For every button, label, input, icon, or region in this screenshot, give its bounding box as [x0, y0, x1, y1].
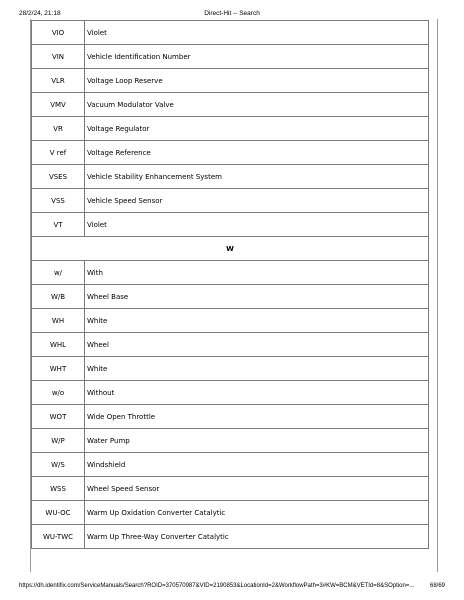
- abbr-cell: w/o: [32, 381, 85, 405]
- meaning-cell: Vacuum Modulator Valve: [85, 93, 429, 117]
- abbr-cell: W/S: [32, 453, 85, 477]
- abbr-cell: VMV: [32, 93, 85, 117]
- table-row: [32, 189, 429, 213]
- abbr-cell: WHT: [32, 357, 85, 381]
- abbr-cell: VIN: [32, 45, 85, 69]
- meaning-cell: Without: [85, 381, 429, 405]
- meaning-cell: Voltage Reference: [85, 141, 429, 165]
- meaning-cell: Wide Open Throttle: [85, 405, 429, 429]
- table-row: [32, 525, 429, 549]
- table-row: [32, 357, 429, 381]
- abbr-cell: W/B: [32, 285, 85, 309]
- meaning-cell: Windshield: [85, 453, 429, 477]
- abbr-cell: w/: [32, 261, 85, 285]
- abbr-cell: VSES: [32, 165, 85, 189]
- table-row: [32, 261, 429, 285]
- abbr-cell: WSS: [32, 477, 85, 501]
- table-row: [32, 93, 429, 117]
- meaning-cell: Voltage Loop Reserve: [85, 69, 429, 93]
- print-footer: [0, 581, 464, 591]
- abbr-cell: V ref: [32, 141, 85, 165]
- table-row: [32, 453, 429, 477]
- meaning-cell: Water Pump: [85, 429, 429, 453]
- meaning-cell: With: [85, 261, 429, 285]
- table-row: [32, 69, 429, 93]
- page-number: 68/69: [429, 583, 445, 589]
- abbr-cell: WHL: [32, 333, 85, 357]
- table-row: [32, 429, 429, 453]
- abbr-cell: VSS: [32, 189, 85, 213]
- meaning-cell: Violet: [85, 21, 429, 45]
- abbr-cell: WU-OC: [32, 501, 85, 525]
- table-row: [32, 117, 429, 141]
- abbr-cell: WOT: [32, 405, 85, 429]
- table-row: [32, 477, 429, 501]
- meaning-cell: Voltage Regulator: [85, 117, 429, 141]
- table-row: [32, 285, 429, 309]
- section-letter-heading: W: [32, 237, 429, 261]
- meaning-cell: Warm Up Three-Way Converter Catalytic: [85, 525, 429, 549]
- table-row: [32, 141, 429, 165]
- print-page-title: Direct-Hit -- Search: [204, 10, 260, 17]
- meaning-cell: White: [85, 357, 429, 381]
- table-row: [32, 165, 429, 189]
- meaning-cell: Violet: [85, 213, 429, 237]
- abbr-cell: VT: [32, 213, 85, 237]
- meaning-cell: Wheel Base: [85, 285, 429, 309]
- meaning-cell: Vehicle Speed Sensor: [85, 189, 429, 213]
- abbr-cell: WU-TWC: [32, 525, 85, 549]
- abbr-cell: VIO: [32, 21, 85, 45]
- table-row: [32, 213, 429, 237]
- abbr-cell: VLR: [32, 69, 85, 93]
- abbr-cell: WH: [32, 309, 85, 333]
- print-datetime: 28/2/24, 21:18: [19, 10, 61, 17]
- table-row: [32, 309, 429, 333]
- meaning-cell: Vehicle Identification Number: [85, 45, 429, 69]
- print-header: [0, 9, 464, 19]
- table-row: [32, 381, 429, 405]
- meaning-cell: Wheel Speed Sensor: [85, 477, 429, 501]
- table-row: [32, 501, 429, 525]
- frame-border-right: [437, 19, 438, 572]
- abbr-cell: VR: [32, 117, 85, 141]
- table-row: [32, 405, 429, 429]
- meaning-cell: Wheel: [85, 333, 429, 357]
- table-row: [32, 333, 429, 357]
- table-row: [32, 21, 429, 45]
- meaning-cell: Warm Up Oxidation Converter Catalytic: [85, 501, 429, 525]
- meaning-cell: Vehicle Stability Enhancement System: [85, 165, 429, 189]
- table-row: [32, 45, 429, 69]
- abbr-cell: W/P: [32, 429, 85, 453]
- abbreviation-table: [31, 20, 429, 549]
- print-url[interactable]: https://dh.identifix.com/ServiceManuals/Search?ROID=370570987&VID=2190853&LocationId=2&WorkflowPath=3#KW=BCM&VETId=8&SOption=...: [19, 583, 415, 589]
- section-letter-row: [32, 237, 429, 261]
- meaning-cell: White: [85, 309, 429, 333]
